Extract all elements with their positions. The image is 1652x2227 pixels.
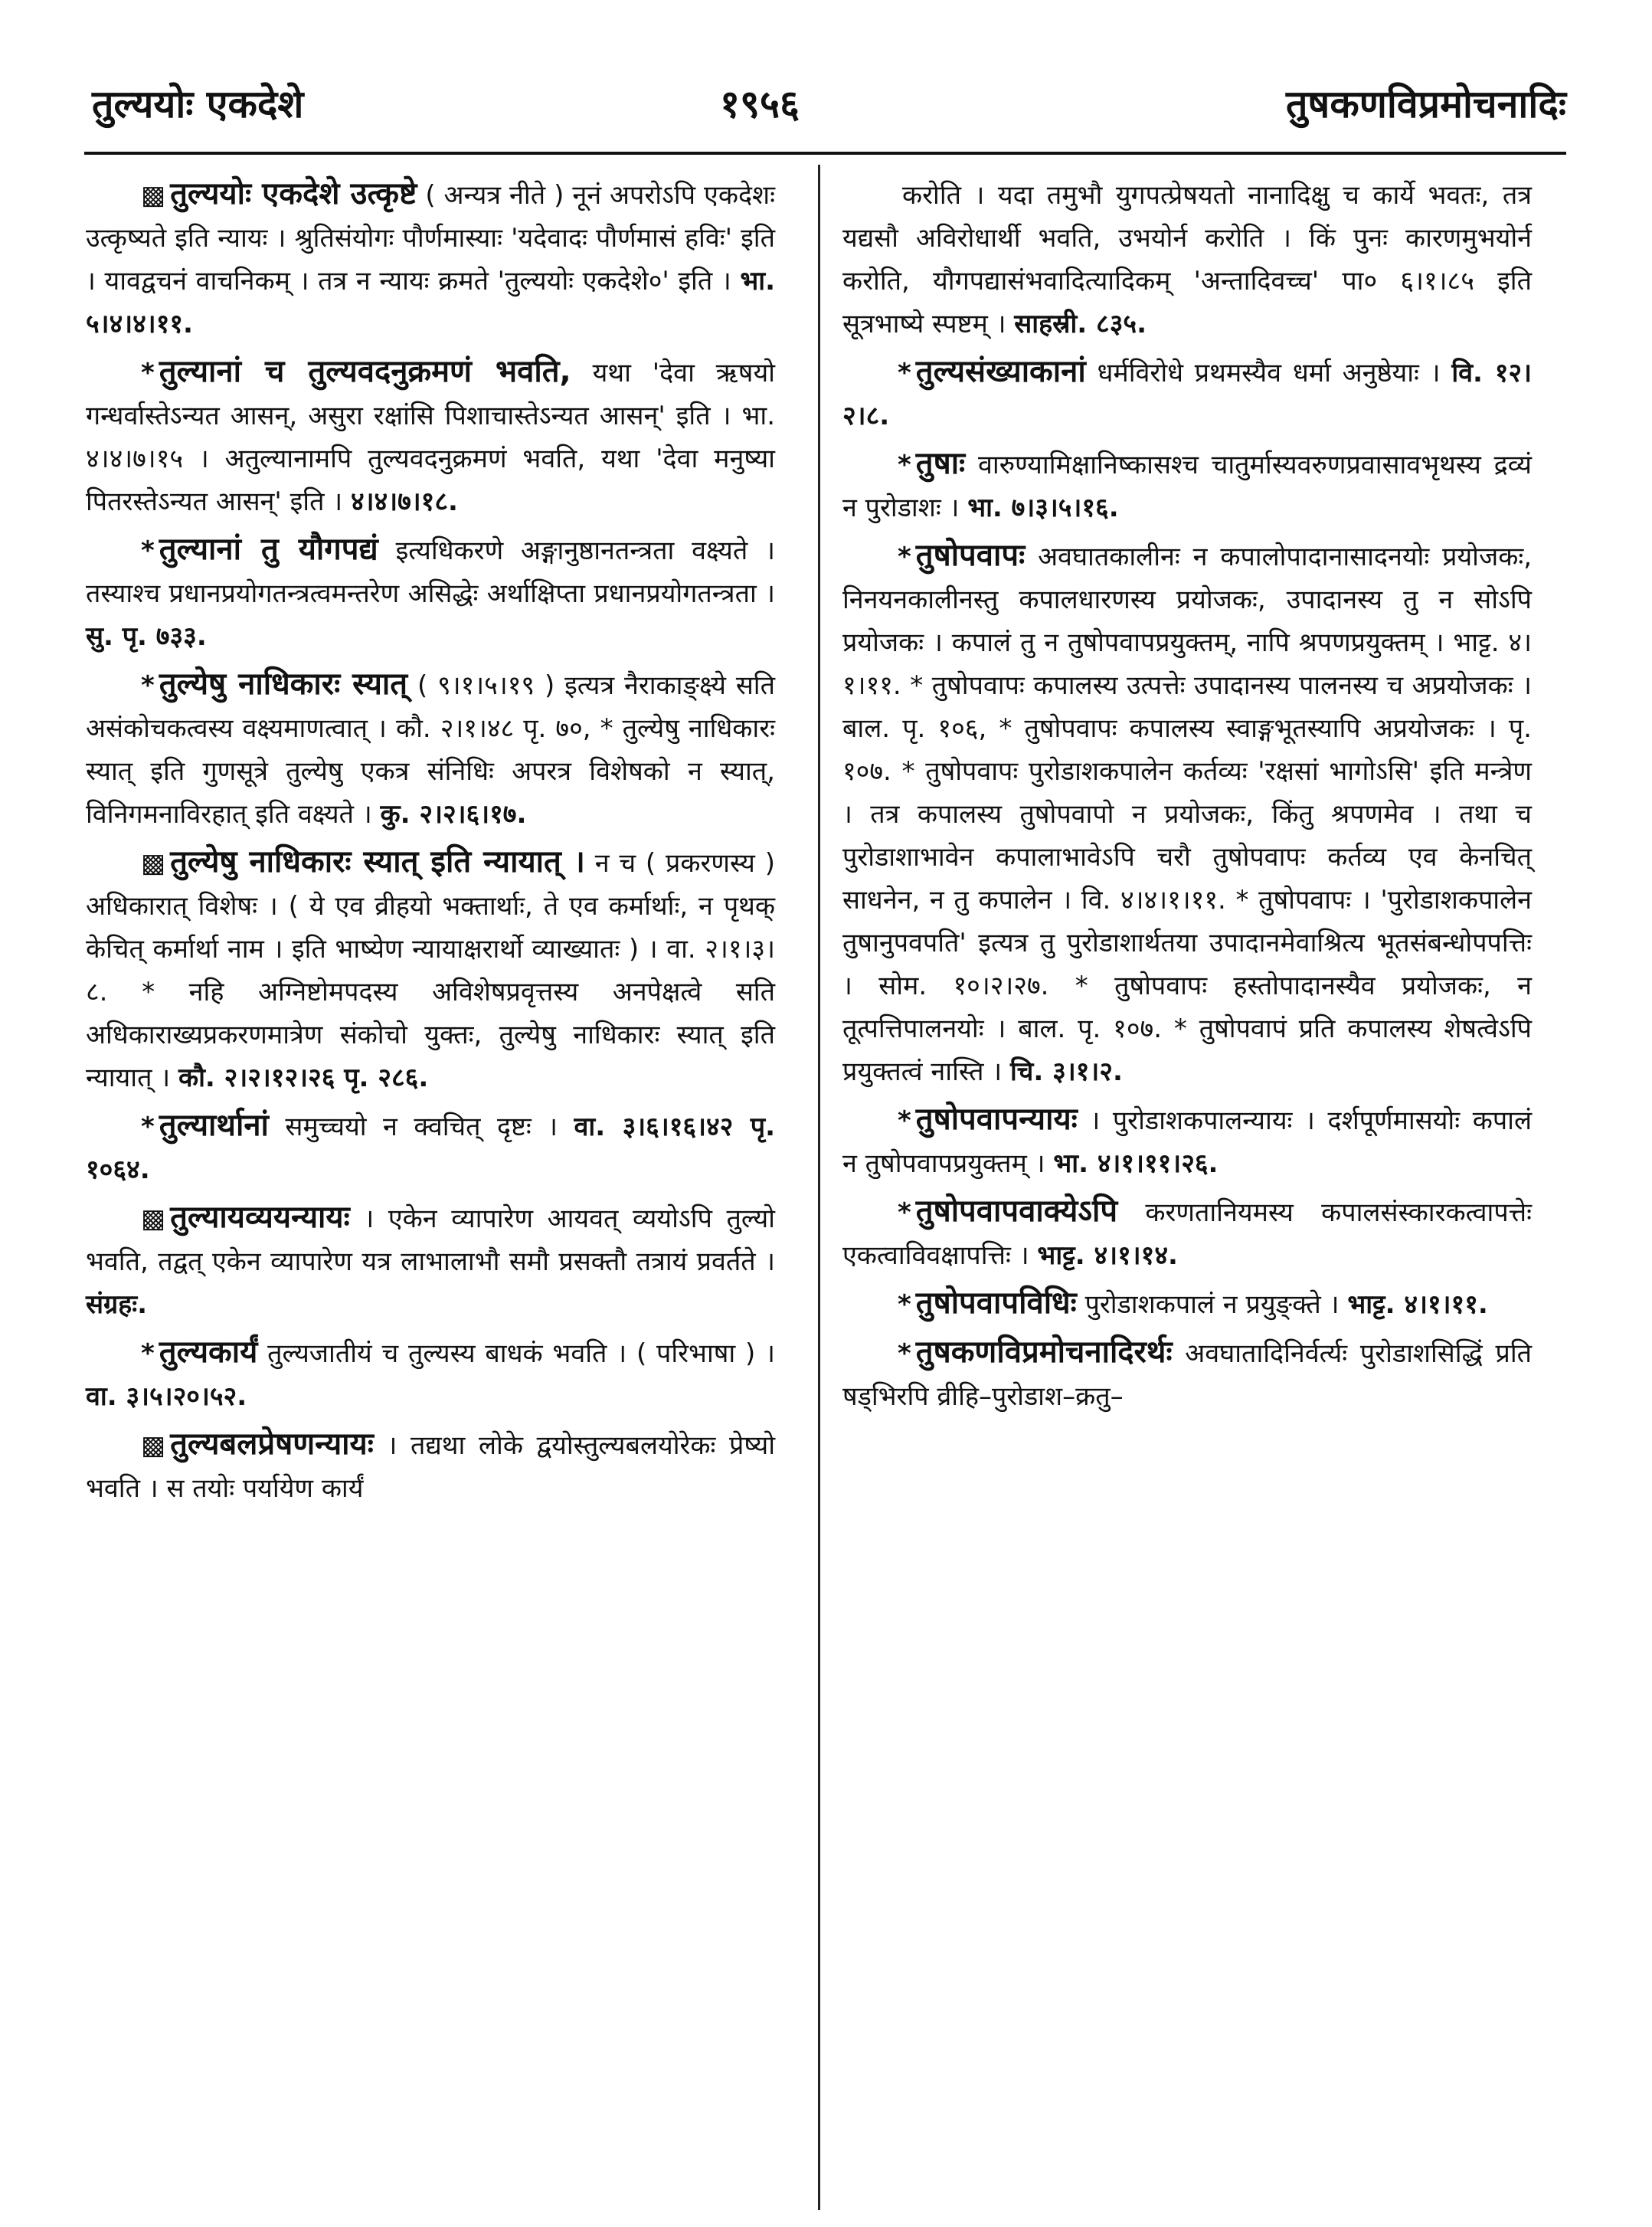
entry-marker: ▩	[141, 180, 166, 211]
entry-reference: भा. ४।१।११।२६.	[1053, 1148, 1219, 1179]
entry-marker: *	[141, 670, 155, 701]
entry-text: करणतानियमस्य कपालसंस्कारकत्वापत्तेः एकत्वाविवक्षापत्तिः ।	[842, 1197, 1532, 1271]
dictionary-entry	[86, 1104, 775, 1191]
entry-text: समुच्चयो न क्वचित् दृष्टः ।	[285, 1112, 558, 1142]
entry-headword: तुल्ययोः एकदेशे उत्कृष्टे	[170, 176, 417, 211]
dictionary-entry	[86, 528, 775, 658]
entry-marker: *	[141, 535, 155, 566]
entry-headword: तुषोपवापः	[915, 538, 1026, 573]
entry-headword: तुल्येषु नाधिकारः स्यात्	[159, 666, 408, 702]
dictionary-entry	[842, 1331, 1532, 1418]
entry-text: यथा 'देवा ऋषयो गन्धर्वास्तेऽन्यत आसन्, असुरा रक्षांसि पिशाचास्तेऽन्यत आसन्' इति । भा. ४।४।७।१५ । अतुल्यानामपि तुल्यवदनुक्रमणं भवति, यथा 'देवा मनुष्या पितरस्तेऽन्यत आसन्' इति ।	[86, 358, 775, 517]
entry-text: । पुरोडाशकपालन्यायः । दर्शपूर्णमासयोः कपालं न तुषोपवापप्रयुक्तम् ।	[842, 1105, 1532, 1179]
header-right-keyword: तुषकणविप्रमोचनादिः	[1285, 82, 1566, 126]
dictionary-entry	[842, 534, 1532, 1093]
entry-text: ( अन्यत्र नीते ) नूनं अपरोऽपि एकदेशः उत्कृष्यते इति न्यायः । श्रुतिसंयोगः पौर्णमास्याः 'यदेवादः पौर्णमासं हविः' इति । यावद्वचनं वाचनिकम् । तत्र न न्यायः क्रमते 'तुल्ययोः एकदेशे०' इति ।	[86, 180, 775, 296]
entry-reference: भा. ७।३।५।१६.	[967, 493, 1119, 523]
entry-text: । तद्यथा लोके द्वयोस्तुल्यबलयोरेकः प्रेष्यो भवति । स तयोः पर्यायेण कार्यं	[86, 1430, 775, 1504]
entry-headword: तुल्यबलप्रेषणन्यायः	[170, 1426, 374, 1462]
entry-headword: तुषकणविप्रमोचनादिरर्थः	[915, 1335, 1173, 1370]
column-divider	[818, 165, 820, 2210]
entry-marker: *	[141, 1112, 155, 1142]
entry-headword: तुषाः	[915, 446, 966, 481]
dictionary-entry	[842, 442, 1532, 529]
entry-reference: वि. १२।२।८.	[842, 358, 1532, 431]
entry-headword: तुल्यायव्ययन्यायः	[170, 1200, 350, 1235]
entry-reference: कु. २।२।६।१७.	[380, 799, 527, 830]
left-column	[86, 172, 775, 1515]
dictionary-entry	[842, 172, 1532, 346]
entry-marker: *	[141, 1338, 155, 1369]
entry-marker: *	[898, 1197, 911, 1228]
entry-marker: *	[898, 450, 911, 480]
dictionary-entry	[86, 840, 775, 1099]
entry-headword: तुषोपवापन्यायः	[915, 1102, 1078, 1137]
header-rule	[84, 152, 1566, 155]
entry-reference: वा. ३।६।१६।४२ पृ. १०६४.	[86, 1112, 776, 1185]
entry-text: वारुण्यामिक्षानिष्कासश्च चातुर्मास्यवरुणप्रवासावभृथस्य द्रव्यं न पुरोडाशः ।	[842, 450, 1533, 523]
dictionary-entry	[86, 663, 775, 836]
entry-text: ( ९।१।५।१९ ) इत्यत्र नैराकाङ्क्ष्ये सति असंकोचकत्वस्य वक्ष्यमाणत्वात् । कौ. २।१।४८ पृ. ७०, * तुल्येषु नाधिकारः स्यात् इति गुणसूत्रे तुल्येषु एकत्र संनिधिः अपरत्र विशेषको न स्यात्, विनिगमनाविरहात् इति वक्ष्यते ।	[86, 670, 775, 830]
entry-headword: तुषोपवापविधिः	[915, 1285, 1077, 1321]
dictionary-entry	[86, 1331, 775, 1418]
dictionary-entry	[842, 1098, 1532, 1185]
entry-reference: भाट्ट. ४।१।१४.	[1037, 1240, 1178, 1271]
entry-reference: संग्रहः.	[86, 1289, 147, 1320]
dictionary-entry	[86, 172, 775, 346]
entry-marker: ▩	[141, 1204, 166, 1234]
page-number: १९५६	[720, 82, 800, 126]
dictionary-entry	[86, 1423, 775, 1510]
entry-headword: तुल्यानां तु यौगपद्यं	[159, 532, 378, 567]
entry-reference: साहस्री. ८३५.	[1014, 309, 1147, 339]
entry-headword: तुल्यकार्यं	[159, 1335, 258, 1370]
entry-headword: तुल्येषु नाधिकारः स्यात् इति न्यायात् ।	[170, 844, 585, 879]
entry-text: इत्यधिकरणे अङ्गानुष्ठानतन्त्रता वक्ष्यते । तस्याश्च प्रधानप्रयोगतन्त्रत्वमन्तरेण असिद्धेः अर्थाक्षिप्ता प्रधानप्रयोगतन्त्रता ।	[86, 535, 775, 609]
header-left-keyword: तुल्ययोः एकदेशे	[92, 82, 304, 126]
entry-marker: *	[898, 1289, 911, 1320]
entry-reference: भा. ५।४।४।११.	[86, 266, 775, 339]
entry-marker: *	[141, 358, 155, 388]
entry-marker: *	[898, 1338, 911, 1369]
entry-marker: *	[898, 542, 911, 572]
entry-reference: चि. ३।१।२.	[1010, 1056, 1123, 1087]
entry-headword: तुषोपवापवाक्येऽपि	[915, 1194, 1118, 1229]
entry-reference: वा. ३।५।२०।५२.	[86, 1381, 247, 1412]
entry-text: अवघातादिनिर्वर्त्यः पुरोडाशसिद्धिं प्रति षड्भिरपि व्रीहि–पुरोडाश–क्रतु–	[842, 1338, 1533, 1412]
dictionary-entry	[842, 350, 1532, 437]
entry-marker: *	[898, 358, 911, 388]
entry-text: । एकेन व्यापारेण आयवत् व्ययोऽपि तुल्यो भवति, तद्वत् एकेन व्यापारेण यत्र लाभालाभौ समौ प्रसक्तौ तत्रायं प्रवर्तते ।	[86, 1204, 775, 1277]
entry-marker: *	[898, 1105, 911, 1136]
entry-marker: ▩	[141, 1430, 166, 1461]
dictionary-entry	[86, 350, 775, 523]
entry-headword: तुल्यसंख्याकानां	[915, 354, 1086, 389]
entry-headword: तुल्यार्थानां	[159, 1108, 269, 1143]
entry-reference: सु. पृ. ७३३.	[86, 621, 207, 652]
entry-reference: कौ. २।२।१२।२६ पृ. २८६.	[178, 1063, 429, 1093]
entry-marker: ▩	[141, 848, 166, 879]
dictionary-entry	[842, 1282, 1532, 1326]
entry-headword: तुल्यानां च तुल्यवदनुक्रमणं भवति,	[159, 354, 571, 389]
entry-reference: भाट्ट. ४।१।११.	[1347, 1289, 1488, 1320]
entry-text: अवघातकालीनः न कपालोपादानासादनयोः प्रयोजकः, निनयनकालीनस्तु कपालधारणस्य प्रयोजकः, उपादानस्य तु न सोऽपि प्रयोजकः । कपालं तु न तुषोपवापप्रयुक्तम्, नापि श्रपणप्रयुक्तम् । भाट्ट. ४।१।११. * तुषोपवापः कपालस्य उत्पत्तेः उपादानस्य पालनस्य च अप्रयोजकः । बाल. पृ. १०६, * तुषोपवापः कपालस्य स्वाङ्गभूतस्यापि अप्रयोजकः । पृ. १०७. * तुषोपवापः पुरोडाशकपालेन कर्तव्यः 'रक्षसां भागोऽसि' इति मन्त्रेण । तत्र कपालस्य तुषोपवापो न प्रयोजकः, किंतु श्रपणमेव । तथा च पुरोडाशाभावेन कपालाभावेऽपि चरौ तुषोपवापः कर्तव्य एव केनचित् साधनेन, न तु कपालेन । वि. ४।४।१।११. * तुषोपवापः । 'पुरोडाशकपालेन तुषानुपवपति' इत्यत्र तु पुरोडाशार्थतया उपादानमेवाश्रित्य भूतसंबन्धोपपत्तिः । सोम. १०।२।२७. * तुषोपवापः हस्तोपादानस्यैव प्रयोजकः, न तूत्पत्तिपालनयोः । बाल. पृ. १०७. * तुषोपवापं प्रति कपालस्य शेषत्वेऽपि प्रयुक्तत्वं नास्ति ।	[842, 542, 1533, 1087]
entry-text: तुल्यजातीयं च तुल्यस्य बाधकं भवति । ( परिभाषा ) ।	[267, 1338, 776, 1369]
entry-text: न च ( प्रकरणस्य ) अधिकारात् विशेषः । ( ये एव व्रीहयो भक्तार्थाः, ते एव कर्मार्थाः, न पृथक् केचित् कर्मार्था नाम । इति भाष्येण न्यायाक्षरार्थो व्याख्यातः ) । वा. २।१।३।८. * नहि अग्निष्टोमपदस्य अविशेषप्रवृत्तस्य अनपेक्षत्वे सति अधिकाराख्यप्रकरणमात्रेण संकोचो युक्तः, तुल्येषु नाधिकारः स्यात् इति न्यायात् ।	[86, 848, 775, 1093]
dictionary-entry	[842, 1190, 1532, 1277]
entry-text: करोति । यदा तमुभौ युगपत्प्रेषयतो नानादिक्षु च कार्ये भवतः, तत्र यद्यसौ अविरोधार्थी भवति, उभयोर्न करोति । किं पुनः कारणमुभयोर्न करोति, यौगपद्यासंभवादित्यादिकम् 'अन्तादिवच्च' पा० ६।१।८५ इति सूत्रभाष्ये स्पष्टम् ।	[842, 180, 1532, 339]
dictionary-entry	[86, 1196, 775, 1326]
right-column	[842, 172, 1532, 1423]
entry-text: पुरोडाशकपालं न प्रयुङ्क्ते ।	[1084, 1289, 1340, 1320]
page-header	[92, 69, 1566, 138]
entry-text: धर्मविरोधे प्रथमस्यैव धर्मा अनुष्ठेयाः ।	[1097, 358, 1441, 388]
entry-reference: ४।४।७।१८.	[350, 486, 458, 517]
